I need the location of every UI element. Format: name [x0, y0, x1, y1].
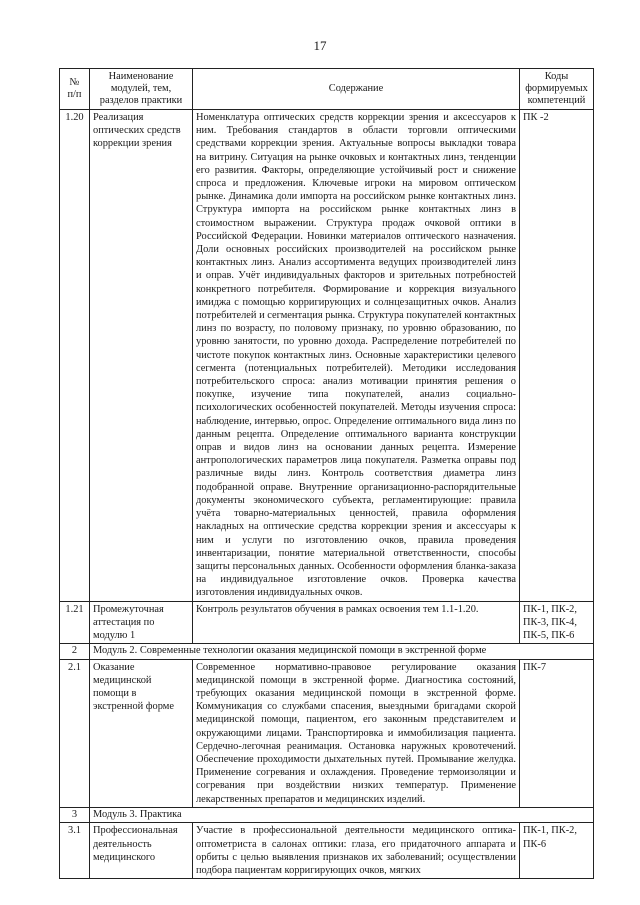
header-content: Содержание: [193, 69, 520, 110]
table-row: [60, 110, 594, 602]
page-number: 17: [313, 38, 327, 53]
row-num: 1.20: [60, 110, 90, 602]
row-content: Номенклатура оптических средств коррекции зрения и аксессуаров к ним. Требования стандартов в области торговли оптическими средствами коррекции зрения. Актуальные вопросы выкладки товара на витрину. Ситуация на рынке очковых и контактных линз, тенденции его развития. Факторы, определяющие устойчивый рост и снижение спроса и предложения. Ключевые игроки на мировом оптическом рынке. Динамика доли импорта на российском рынке контактных линз. Структура импорта на российском рынке контактных линз в стоимостном выражении. Структура продаж очковой оптики в Российской Федерации. Новинки материалов оптического назначения. Доли основных российских производителей на российском рынке контактных линз. Анализ ассортимента ведущих производителей линз и оправ. Учёт индивидуальных факторов и зрительных потребностей конкретного потребителя. Формирование и коррекция визуального имиджа с помощью корригирующих и солнцезащитных очков. Анализ потребителей и сегментация рынка. Структура покупателей контактных линз по возрасту, по половому признаку, по уровню образованию, по уровню занятости, по уровню дохода. Распределение потребителей по чистоте покупок контактных линз. Основные характеристики целевого сегмента (потенциальных потребителей). Методики исследования потребительского спроса: анализ мотивации принятия решения о покупке, изучение типа покупателей, анализ социально-психологических особенностей покупателей. Методы изучения спроса: наблюдение, интервью, опрос. Определение оптимального вида линз по данным рецепта. Определение оптимального варианта конструкции оправ и видов линз на основании данных рецепта. Измерение антропологических параметров лица покупателя. Разметка оправы под различные виды линз. Контроль соответствия диаметра линз подобранной оправе. Внутренние организационно-распорядительные документы экономического субъекта, регламентирующие: правила учёта товарно-материальных ценностей, правила оформления накладных на оптические средства коррекции зрения и аксессуары к ним и услуги по изготовлению очков, правила проведения инвентаризации, понятие материальной ответственности, способы защиты персональных данных. Особенности оформления бланка-заказа на индивидуальное изготовление очков. Проверка качества изготовления индивидуальных очков.: [193, 110, 520, 602]
row-content: Контроль результатов обучения в рамках освоения тем 1.1-1.20.: [193, 601, 520, 644]
row-name: Оказание медицинской помощи в экстренной форме: [90, 659, 193, 807]
table-row: [60, 659, 594, 807]
header-name: Наименование модулей, тем, разделов практики: [90, 69, 193, 110]
row-codes: ПК -2: [520, 110, 594, 602]
module-header-row: [60, 807, 594, 823]
table-row: [60, 601, 594, 644]
module-title: Модуль 3. Практика: [90, 807, 594, 823]
row-num: 3.1: [60, 823, 90, 879]
module-header-row: [60, 644, 594, 660]
module-num: 3: [60, 807, 90, 823]
table-row: [60, 823, 594, 879]
module-num: 2: [60, 644, 90, 660]
row-codes: ПК-1, ПК-2, ПК-3, ПК-4, ПК-5, ПК-6: [520, 601, 594, 644]
header-codes: Коды формируемых компетенций: [520, 69, 594, 110]
row-name: Промежуточная аттестация по модулю 1: [90, 601, 193, 644]
row-content: Современное нормативно-правовое регулирование оказания медицинской помощи в экстренной форме. Диагностика состояний, требующих оказания медицинской помощи в экстренной форме. Коммуникация со службами спасения, выездными бригадами скорой медицинской помощи, пациентом, его законным представителем и окружающими лицами. Транспортировка и иммобилизация пациента. Сердечно-легочная реанимация. Остановка наружных кровотечений. Обеспечение проходимости дыхательных путей. Промывание желудка. Применение согревания и охлаждения. Проведение термоизоляции и согревания при воздействии низких температур. Применение лекарственных препаратов и медицинских изделий.: [193, 659, 520, 807]
row-codes: ПК-1, ПК-2, ПК-6: [520, 823, 594, 879]
module-title: Модуль 2. Современные технологии оказания медицинской помощи в экстренной форме: [90, 644, 594, 660]
row-name: Профессиональная деятельность медицинского: [90, 823, 193, 879]
row-num: 1.21: [60, 601, 90, 644]
row-codes: ПК-7: [520, 659, 594, 807]
curriculum-table: [59, 68, 594, 879]
row-content: Участие в профессиональной деятельности медицинского оптика-оптометриста в салонах оптики: глаза, его придаточного аппарата и орбиты с целью выявления признаков их заболеваний; осуществлении подбора пациентам корригирующих очков, мягких: [193, 823, 520, 879]
table-header-row: [60, 69, 594, 110]
row-num: 2.1: [60, 659, 90, 807]
row-name: Реализация оптических средств коррекции зрения: [90, 110, 193, 602]
header-num: № п/п: [60, 69, 90, 110]
